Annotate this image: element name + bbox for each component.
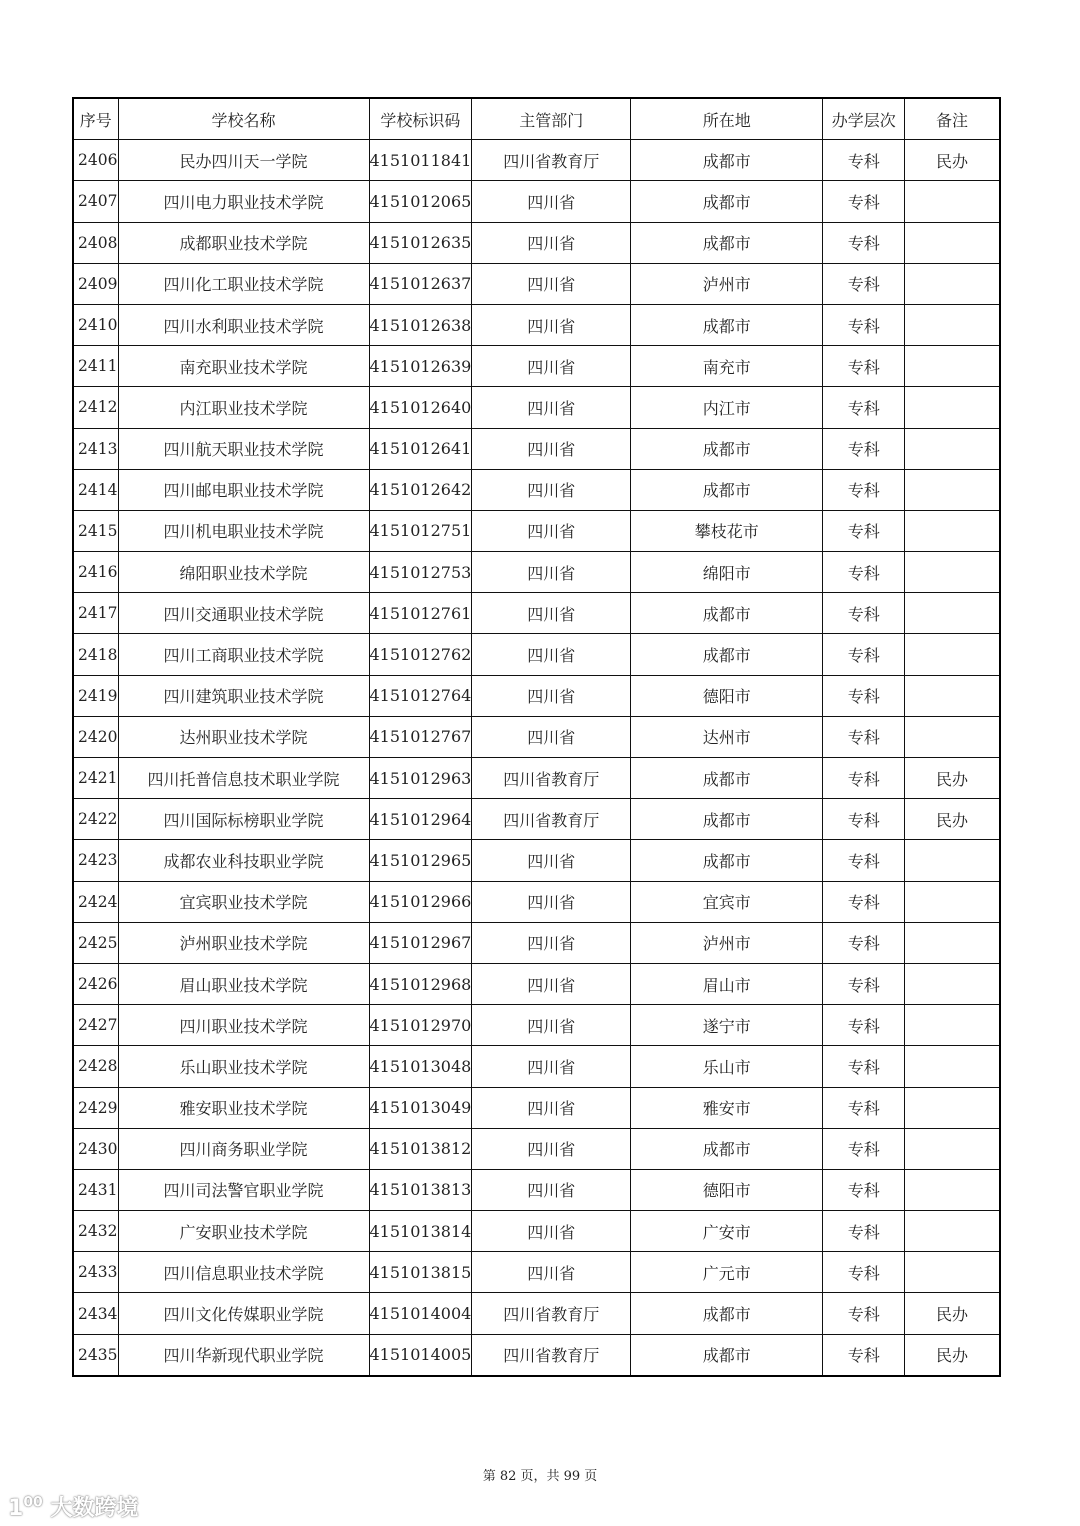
cell-level: 专科: [823, 1293, 905, 1334]
cell-index: 2418: [73, 634, 118, 675]
cell-school-code: 4151011841: [369, 140, 472, 181]
cell-location: 泸州市: [631, 922, 823, 963]
cell-location: 成都市: [631, 304, 823, 345]
cell-location: 德阳市: [631, 675, 823, 716]
cell-remarks: 民办: [905, 1293, 1000, 1334]
cell-authority: 四川省: [472, 1046, 631, 1087]
cell-remarks: [905, 181, 1000, 222]
cell-index: 2435: [73, 1334, 118, 1376]
header-col-school-code: 学校标识码: [369, 98, 472, 140]
cell-location: 成都市: [631, 469, 823, 510]
cell-level: 专科: [823, 1005, 905, 1046]
table-row: [73, 346, 1000, 387]
cell-level: 专科: [823, 1252, 905, 1293]
cell-level: 专科: [823, 963, 905, 1004]
cell-school-name: 四川华新现代职业学院: [118, 1334, 369, 1376]
cell-school-name: 四川化工职业技术学院: [118, 263, 369, 304]
cell-level: 专科: [823, 387, 905, 428]
cell-index: 2417: [73, 593, 118, 634]
table-row: [73, 1005, 1000, 1046]
table-row: [73, 1128, 1000, 1169]
cell-school-name: 四川电力职业技术学院: [118, 181, 369, 222]
watermark-text: 大数跨境: [50, 1496, 139, 1521]
cell-index: 2411: [73, 346, 118, 387]
cell-school-name: 四川商务职业学院: [118, 1128, 369, 1169]
cell-school-name: 四川司法警官职业学院: [118, 1169, 369, 1210]
watermark-logo: $1^{00}$ 大数跨境: [8, 1494, 139, 1521]
cell-index: 2432: [73, 1211, 118, 1252]
cell-index: 2420: [73, 716, 118, 757]
table-row: [73, 263, 1000, 304]
cell-location: 遂宁市: [631, 1005, 823, 1046]
cell-school-code: 4151012761: [369, 593, 472, 634]
cell-index: 2429: [73, 1087, 118, 1128]
cell-authority: 四川省教育厅: [472, 1293, 631, 1334]
cell-school-code: 4151012639: [369, 346, 472, 387]
cell-school-name: 四川文化传媒职业学院: [118, 1293, 369, 1334]
cell-index: 2407: [73, 181, 118, 222]
cell-level: 专科: [823, 634, 905, 675]
cell-index: 2410: [73, 304, 118, 345]
cell-school-name: 雅安职业技术学院: [118, 1087, 369, 1128]
cell-authority: 四川省教育厅: [472, 1334, 631, 1376]
cell-location: 广元市: [631, 1252, 823, 1293]
cell-level: 专科: [823, 799, 905, 840]
cell-school-code: 4151012640: [369, 387, 472, 428]
cell-remarks: [905, 840, 1000, 881]
cell-school-name: 成都农业科技职业学院: [118, 840, 369, 881]
cell-school-code: 4151012966: [369, 881, 472, 922]
cell-authority: 四川省: [472, 552, 631, 593]
cell-authority: 四川省: [472, 963, 631, 1004]
cell-remarks: [905, 510, 1000, 551]
cell-authority: 四川省: [472, 1211, 631, 1252]
cell-school-name: 绵阳职业技术学院: [118, 552, 369, 593]
cell-level: 专科: [823, 140, 905, 181]
cell-school-code: 4151013049: [369, 1087, 472, 1128]
cell-location: 成都市: [631, 1128, 823, 1169]
cell-index: 2419: [73, 675, 118, 716]
table-row: [73, 963, 1000, 1004]
cell-authority: 四川省: [472, 304, 631, 345]
cell-school-code: 4151013048: [369, 1046, 472, 1087]
cell-remarks: 民办: [905, 140, 1000, 181]
cell-location: 成都市: [631, 181, 823, 222]
cell-remarks: [905, 1087, 1000, 1128]
table-row: [73, 675, 1000, 716]
cell-authority: 四川省: [472, 1005, 631, 1046]
cell-location: 达州市: [631, 716, 823, 757]
cell-index: 2413: [73, 428, 118, 469]
cell-location: 成都市: [631, 593, 823, 634]
cell-location: 绵阳市: [631, 552, 823, 593]
cell-location: 雅安市: [631, 1087, 823, 1128]
cell-authority: 四川省: [472, 634, 631, 675]
cell-level: 专科: [823, 1211, 905, 1252]
table-header-row: [73, 98, 1000, 140]
cell-authority: 四川省教育厅: [472, 140, 631, 181]
cell-school-name: 南充职业技术学院: [118, 346, 369, 387]
cell-authority: 四川省教育厅: [472, 758, 631, 799]
cell-location: 广安市: [631, 1211, 823, 1252]
cell-location: 成都市: [631, 1334, 823, 1376]
cell-school-code: 4151013814: [369, 1211, 472, 1252]
cell-authority: 四川省: [472, 675, 631, 716]
cell-location: 乐山市: [631, 1046, 823, 1087]
cell-location: 宜宾市: [631, 881, 823, 922]
cell-school-name: 广安职业技术学院: [118, 1211, 369, 1252]
cell-school-code: 4151012764: [369, 675, 472, 716]
cell-location: 南充市: [631, 346, 823, 387]
cell-school-name: 眉山职业技术学院: [118, 963, 369, 1004]
cell-school-code: 4151012638: [369, 304, 472, 345]
cell-remarks: [905, 593, 1000, 634]
cell-school-code: 4151014005: [369, 1334, 472, 1376]
table-row: [73, 1252, 1000, 1293]
cell-authority: 四川省: [472, 387, 631, 428]
cell-level: 专科: [823, 181, 905, 222]
cell-remarks: [905, 304, 1000, 345]
cell-authority: 四川省: [472, 222, 631, 263]
header-col-level: 办学层次: [823, 98, 905, 140]
cell-location: 德阳市: [631, 1169, 823, 1210]
cell-location: 成都市: [631, 799, 823, 840]
cell-index: 2412: [73, 387, 118, 428]
cell-level: 专科: [823, 840, 905, 881]
header-col-location: 所在地: [631, 98, 823, 140]
table-row: [73, 552, 1000, 593]
cell-remarks: [905, 1169, 1000, 1210]
cell-authority: 四川省: [472, 1087, 631, 1128]
cell-school-code: 4151012753: [369, 552, 472, 593]
cell-school-name: 泸州职业技术学院: [118, 922, 369, 963]
table-row: [73, 140, 1000, 181]
page-number: 第 82 页，共 99 页: [482, 1469, 598, 1484]
cell-remarks: [905, 263, 1000, 304]
cell-index: 2425: [73, 922, 118, 963]
cell-authority: 四川省: [472, 716, 631, 757]
table-row: [73, 1087, 1000, 1128]
cell-school-code: 4151014004: [369, 1293, 472, 1334]
cell-index: 2409: [73, 263, 118, 304]
cell-school-name: 四川水利职业技术学院: [118, 304, 369, 345]
cell-remarks: [905, 634, 1000, 675]
cell-level: 专科: [823, 346, 905, 387]
header-col-index: 序号: [73, 98, 118, 140]
cell-authority: 四川省: [472, 881, 631, 922]
cell-authority: 四川省: [472, 1169, 631, 1210]
table-row: [73, 922, 1000, 963]
cell-index: 2428: [73, 1046, 118, 1087]
cell-school-name: 四川邮电职业技术学院: [118, 469, 369, 510]
table-row: [73, 304, 1000, 345]
cell-authority: 四川省: [472, 263, 631, 304]
cell-remarks: [905, 387, 1000, 428]
cell-location: 成都市: [631, 140, 823, 181]
cell-authority: 四川省: [472, 840, 631, 881]
cell-remarks: [905, 222, 1000, 263]
cell-school-name: 四川建筑职业技术学院: [118, 675, 369, 716]
cell-index: 2408: [73, 222, 118, 263]
cell-school-name: 四川机电职业技术学院: [118, 510, 369, 551]
cell-school-name: 四川航天职业技术学院: [118, 428, 369, 469]
header-col-remarks: 备注: [905, 98, 1000, 140]
cell-remarks: 民办: [905, 758, 1000, 799]
table-row: [73, 840, 1000, 881]
cell-authority: 四川省: [472, 346, 631, 387]
cell-level: 专科: [823, 1046, 905, 1087]
cell-remarks: [905, 1211, 1000, 1252]
cell-authority: 四川省: [472, 593, 631, 634]
table-row: [73, 1334, 1000, 1376]
cell-index: 2433: [73, 1252, 118, 1293]
cell-level: 专科: [823, 469, 905, 510]
cell-level: 专科: [823, 222, 905, 263]
cell-location: 成都市: [631, 428, 823, 469]
cell-school-code: 4151012965: [369, 840, 472, 881]
cell-remarks: [905, 675, 1000, 716]
cell-authority: 四川省: [472, 922, 631, 963]
cell-authority: 四川省: [472, 428, 631, 469]
cell-remarks: [905, 346, 1000, 387]
cell-school-code: 4151012641: [369, 428, 472, 469]
cell-location: 泸州市: [631, 263, 823, 304]
schools-table: [72, 97, 1001, 1377]
header-col-school-name: 学校名称: [118, 98, 369, 140]
cell-remarks: 民办: [905, 1334, 1000, 1376]
cell-remarks: [905, 716, 1000, 757]
cell-location: 成都市: [631, 634, 823, 675]
table-row: [73, 1293, 1000, 1334]
cell-school-name: 成都职业技术学院: [118, 222, 369, 263]
cell-school-name: 四川托普信息技术职业学院: [118, 758, 369, 799]
cell-index: 2416: [73, 552, 118, 593]
cell-remarks: [905, 469, 1000, 510]
cell-remarks: [905, 1046, 1000, 1087]
cell-remarks: [905, 1252, 1000, 1293]
cell-school-name: 内江职业技术学院: [118, 387, 369, 428]
cell-location: 成都市: [631, 222, 823, 263]
cell-level: 专科: [823, 552, 905, 593]
cell-index: 2421: [73, 758, 118, 799]
cell-level: 专科: [823, 304, 905, 345]
cell-authority: 四川省: [472, 181, 631, 222]
cell-location: 成都市: [631, 840, 823, 881]
cell-school-code: 4151013813: [369, 1169, 472, 1210]
cell-level: 专科: [823, 1128, 905, 1169]
cell-index: 2431: [73, 1169, 118, 1210]
cell-school-code: 4151012642: [369, 469, 472, 510]
cell-school-code: 4151012970: [369, 1005, 472, 1046]
cell-school-name: 四川国际标榜职业学院: [118, 799, 369, 840]
cell-school-name: 乐山职业技术学院: [118, 1046, 369, 1087]
cell-remarks: [905, 1005, 1000, 1046]
cell-index: 2415: [73, 510, 118, 551]
cell-school-code: 4151013812: [369, 1128, 472, 1169]
cell-authority: 四川省: [472, 510, 631, 551]
cell-remarks: [905, 428, 1000, 469]
cell-school-code: 4151012967: [369, 922, 472, 963]
table-row: [73, 181, 1000, 222]
table-row: [73, 510, 1000, 551]
cell-authority: 四川省: [472, 469, 631, 510]
page-footer: [0, 1465, 1080, 1484]
cell-school-code: 4151012964: [369, 799, 472, 840]
cell-level: 专科: [823, 1334, 905, 1376]
cell-school-name: 四川职业技术学院: [118, 1005, 369, 1046]
cell-level: 专科: [823, 1169, 905, 1210]
table-row: [73, 593, 1000, 634]
cell-level: 专科: [823, 922, 905, 963]
cell-school-code: 4151012767: [369, 716, 472, 757]
table-row: [73, 1169, 1000, 1210]
cell-index: 2424: [73, 881, 118, 922]
table-row: [73, 881, 1000, 922]
table-row: [73, 428, 1000, 469]
cell-school-code: 4151012968: [369, 963, 472, 1004]
table-row: [73, 222, 1000, 263]
cell-remarks: [905, 881, 1000, 922]
cell-index: 2406: [73, 140, 118, 181]
cell-school-code: 4151013815: [369, 1252, 472, 1293]
cell-index: 2434: [73, 1293, 118, 1334]
cell-school-code: 4151012065: [369, 181, 472, 222]
cell-index: 2414: [73, 469, 118, 510]
cell-school-name: 民办四川天一学院: [118, 140, 369, 181]
table-row: [73, 634, 1000, 675]
cell-remarks: [905, 552, 1000, 593]
cell-level: 专科: [823, 758, 905, 799]
cell-level: 专科: [823, 593, 905, 634]
cell-level: 专科: [823, 716, 905, 757]
cell-level: 专科: [823, 263, 905, 304]
cell-school-code: 4151012637: [369, 263, 472, 304]
cell-location: 成都市: [631, 758, 823, 799]
cell-school-name: 四川工商职业技术学院: [118, 634, 369, 675]
table-row: [73, 469, 1000, 510]
cell-school-name: 宜宾职业技术学院: [118, 881, 369, 922]
cell-level: 专科: [823, 1087, 905, 1128]
cell-level: 专科: [823, 675, 905, 716]
cell-authority: 四川省教育厅: [472, 799, 631, 840]
cell-index: 2430: [73, 1128, 118, 1169]
cell-school-code: 4151012762: [369, 634, 472, 675]
cell-level: 专科: [823, 881, 905, 922]
cell-index: 2423: [73, 840, 118, 881]
cell-remarks: 民办: [905, 799, 1000, 840]
cell-location: 攀枝花市: [631, 510, 823, 551]
cell-school-code: 4151012751: [369, 510, 472, 551]
cell-school-name: 四川交通职业技术学院: [118, 593, 369, 634]
cell-index: 2427: [73, 1005, 118, 1046]
cell-remarks: [905, 1128, 1000, 1169]
cell-level: 专科: [823, 510, 905, 551]
cell-school-name: 达州职业技术学院: [118, 716, 369, 757]
cell-school-code: 4151012963: [369, 758, 472, 799]
cell-location: 成都市: [631, 1293, 823, 1334]
cell-school-code: 4151012635: [369, 222, 472, 263]
cell-level: 专科: [823, 428, 905, 469]
table-row: [73, 387, 1000, 428]
cell-authority: 四川省: [472, 1128, 631, 1169]
cell-remarks: [905, 922, 1000, 963]
table-row: [73, 716, 1000, 757]
table-row: [73, 799, 1000, 840]
header-col-authority: 主管部门: [472, 98, 631, 140]
cell-index: 2426: [73, 963, 118, 1004]
cell-school-name: 四川信息职业技术学院: [118, 1252, 369, 1293]
cell-index: 2422: [73, 799, 118, 840]
cell-location: 内江市: [631, 387, 823, 428]
cell-remarks: [905, 963, 1000, 1004]
table-row: [73, 1211, 1000, 1252]
table-row: [73, 758, 1000, 799]
cell-location: 眉山市: [631, 963, 823, 1004]
table-row: [73, 1046, 1000, 1087]
cell-authority: 四川省: [472, 1252, 631, 1293]
